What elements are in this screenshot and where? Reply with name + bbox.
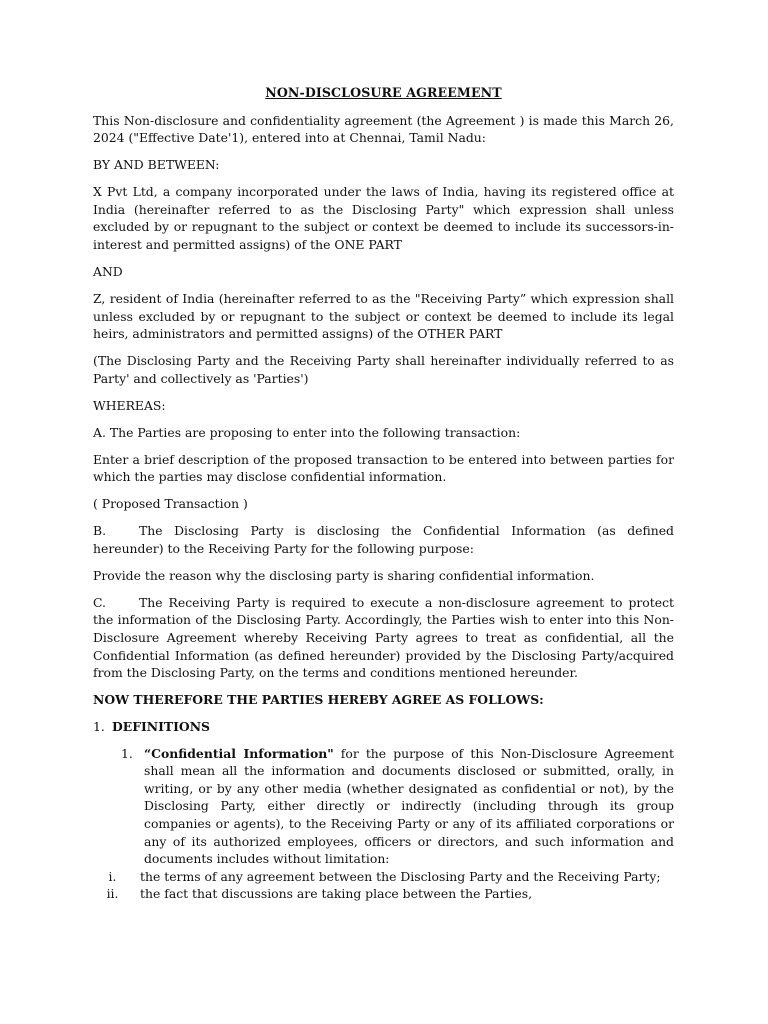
whereas-heading: WHEREAS: (93, 397, 166, 413)
document-page (93, 84, 674, 903)
list-item-number: i. (108, 868, 117, 884)
definition-item (121, 745, 674, 868)
roman-list (85, 868, 674, 903)
definition-number: 1. (121, 745, 133, 761)
receiving-party-paragraph: Z, resident of India (hereinafter referred to as the "Receiving Party” which expression shall unless excluded by or repugnant to the subject or context be deemed to include its legal heirs, administrators and permitted assigns) of the OTHER PART (93, 290, 674, 342)
list-item-text: the terms of any agreement between the Disclosing Party and the Receiving Party; (140, 868, 661, 884)
section-1-heading (93, 718, 674, 736)
list-item-number: ii. (106, 886, 119, 902)
section-1-title: DEFINITIONS (112, 719, 210, 735)
recital-c-text: The Receiving Party is required to execute a non-disclosure agreement to protect the information of the Disclosing Party. Accordingly, the Parties wish to enter into this Non-Disclosure Agreement whereby Receiving Party agrees to treat as confidential, all the Confidential Information (as defined hereunder) provided by the Disclosing Party/acquired from the Disclosing Party, on the terms and conditions mentioned hereunder. (93, 594, 674, 681)
definition-term: “Confidential Information" (144, 745, 334, 761)
recital-c (93, 594, 674, 682)
recital-b-text: The Disclosing Party is disclosing the Confidential Information (as defined hereunder) to the Receiving Party for the following purpose: (93, 523, 674, 556)
document-title: NON-DISCLOSURE AGREEMENT (265, 85, 502, 100)
definition-text: for the purpose of this Non-Disclosure Agreement shall mean all the information and documents disclosed or submitted, orally, in writing, or by any other media (whether designated as confidential or not), by the Disclosing Party, either directly or indirectly (including through its group companies or agents), to the Receiving Party or any of its affiliated corporations or any of its authorized employees, officers or directors, and such information and documents includes without limitation: (144, 745, 674, 867)
list-item (85, 868, 674, 886)
disclosing-party-paragraph: X Pvt Ltd, a company incorporated under the laws of India, having its registered office at India (hereinafter referred to as the Disclosing Party" which expression shall unless excluded by or repugnant to the subject or context be deemed to include its successors-in-interest and permitted assigns) of the ONE PART (93, 184, 674, 252)
by-and-between: BY AND BETWEEN: (93, 157, 220, 173)
proposed-transaction: ( Proposed Transaction ) (93, 496, 248, 512)
list-item (85, 885, 674, 903)
intro-paragraph: This Non-disclosure and confidentiality agreement (the Agreement ) is made this March 26, 2024 ("Effective Date'1), entered into at Chennai, Tamil Nadu: (93, 112, 674, 146)
section-1-number: 1. (93, 719, 105, 735)
list-item-text: the fact that discussions are taking place between the Parties, (140, 886, 533, 902)
now-therefore-heading: NOW THEREFORE THE PARTIES HEREBY AGREE AS FOLLOWS: (93, 692, 544, 708)
parties-note: (The Disclosing Party and the Receiving Party shall hereinafter individually referred to as Party' and collectively as 'Parties') (93, 353, 674, 386)
and-separator: AND (93, 263, 123, 279)
recital-b (93, 522, 674, 557)
definition-body (144, 745, 674, 868)
recital-a: A. The Parties are proposing to enter into the following transaction: (93, 424, 521, 440)
transaction-prompt: Enter a brief description of the proposed transaction to be entered into between parties for which the parties may disclose confidential information. (93, 451, 674, 485)
recital-c-label: C. (93, 594, 106, 610)
reason-prompt: Provide the reason why the disclosing party is sharing confidential information. (93, 567, 595, 583)
recital-b-label: B. (93, 523, 107, 539)
